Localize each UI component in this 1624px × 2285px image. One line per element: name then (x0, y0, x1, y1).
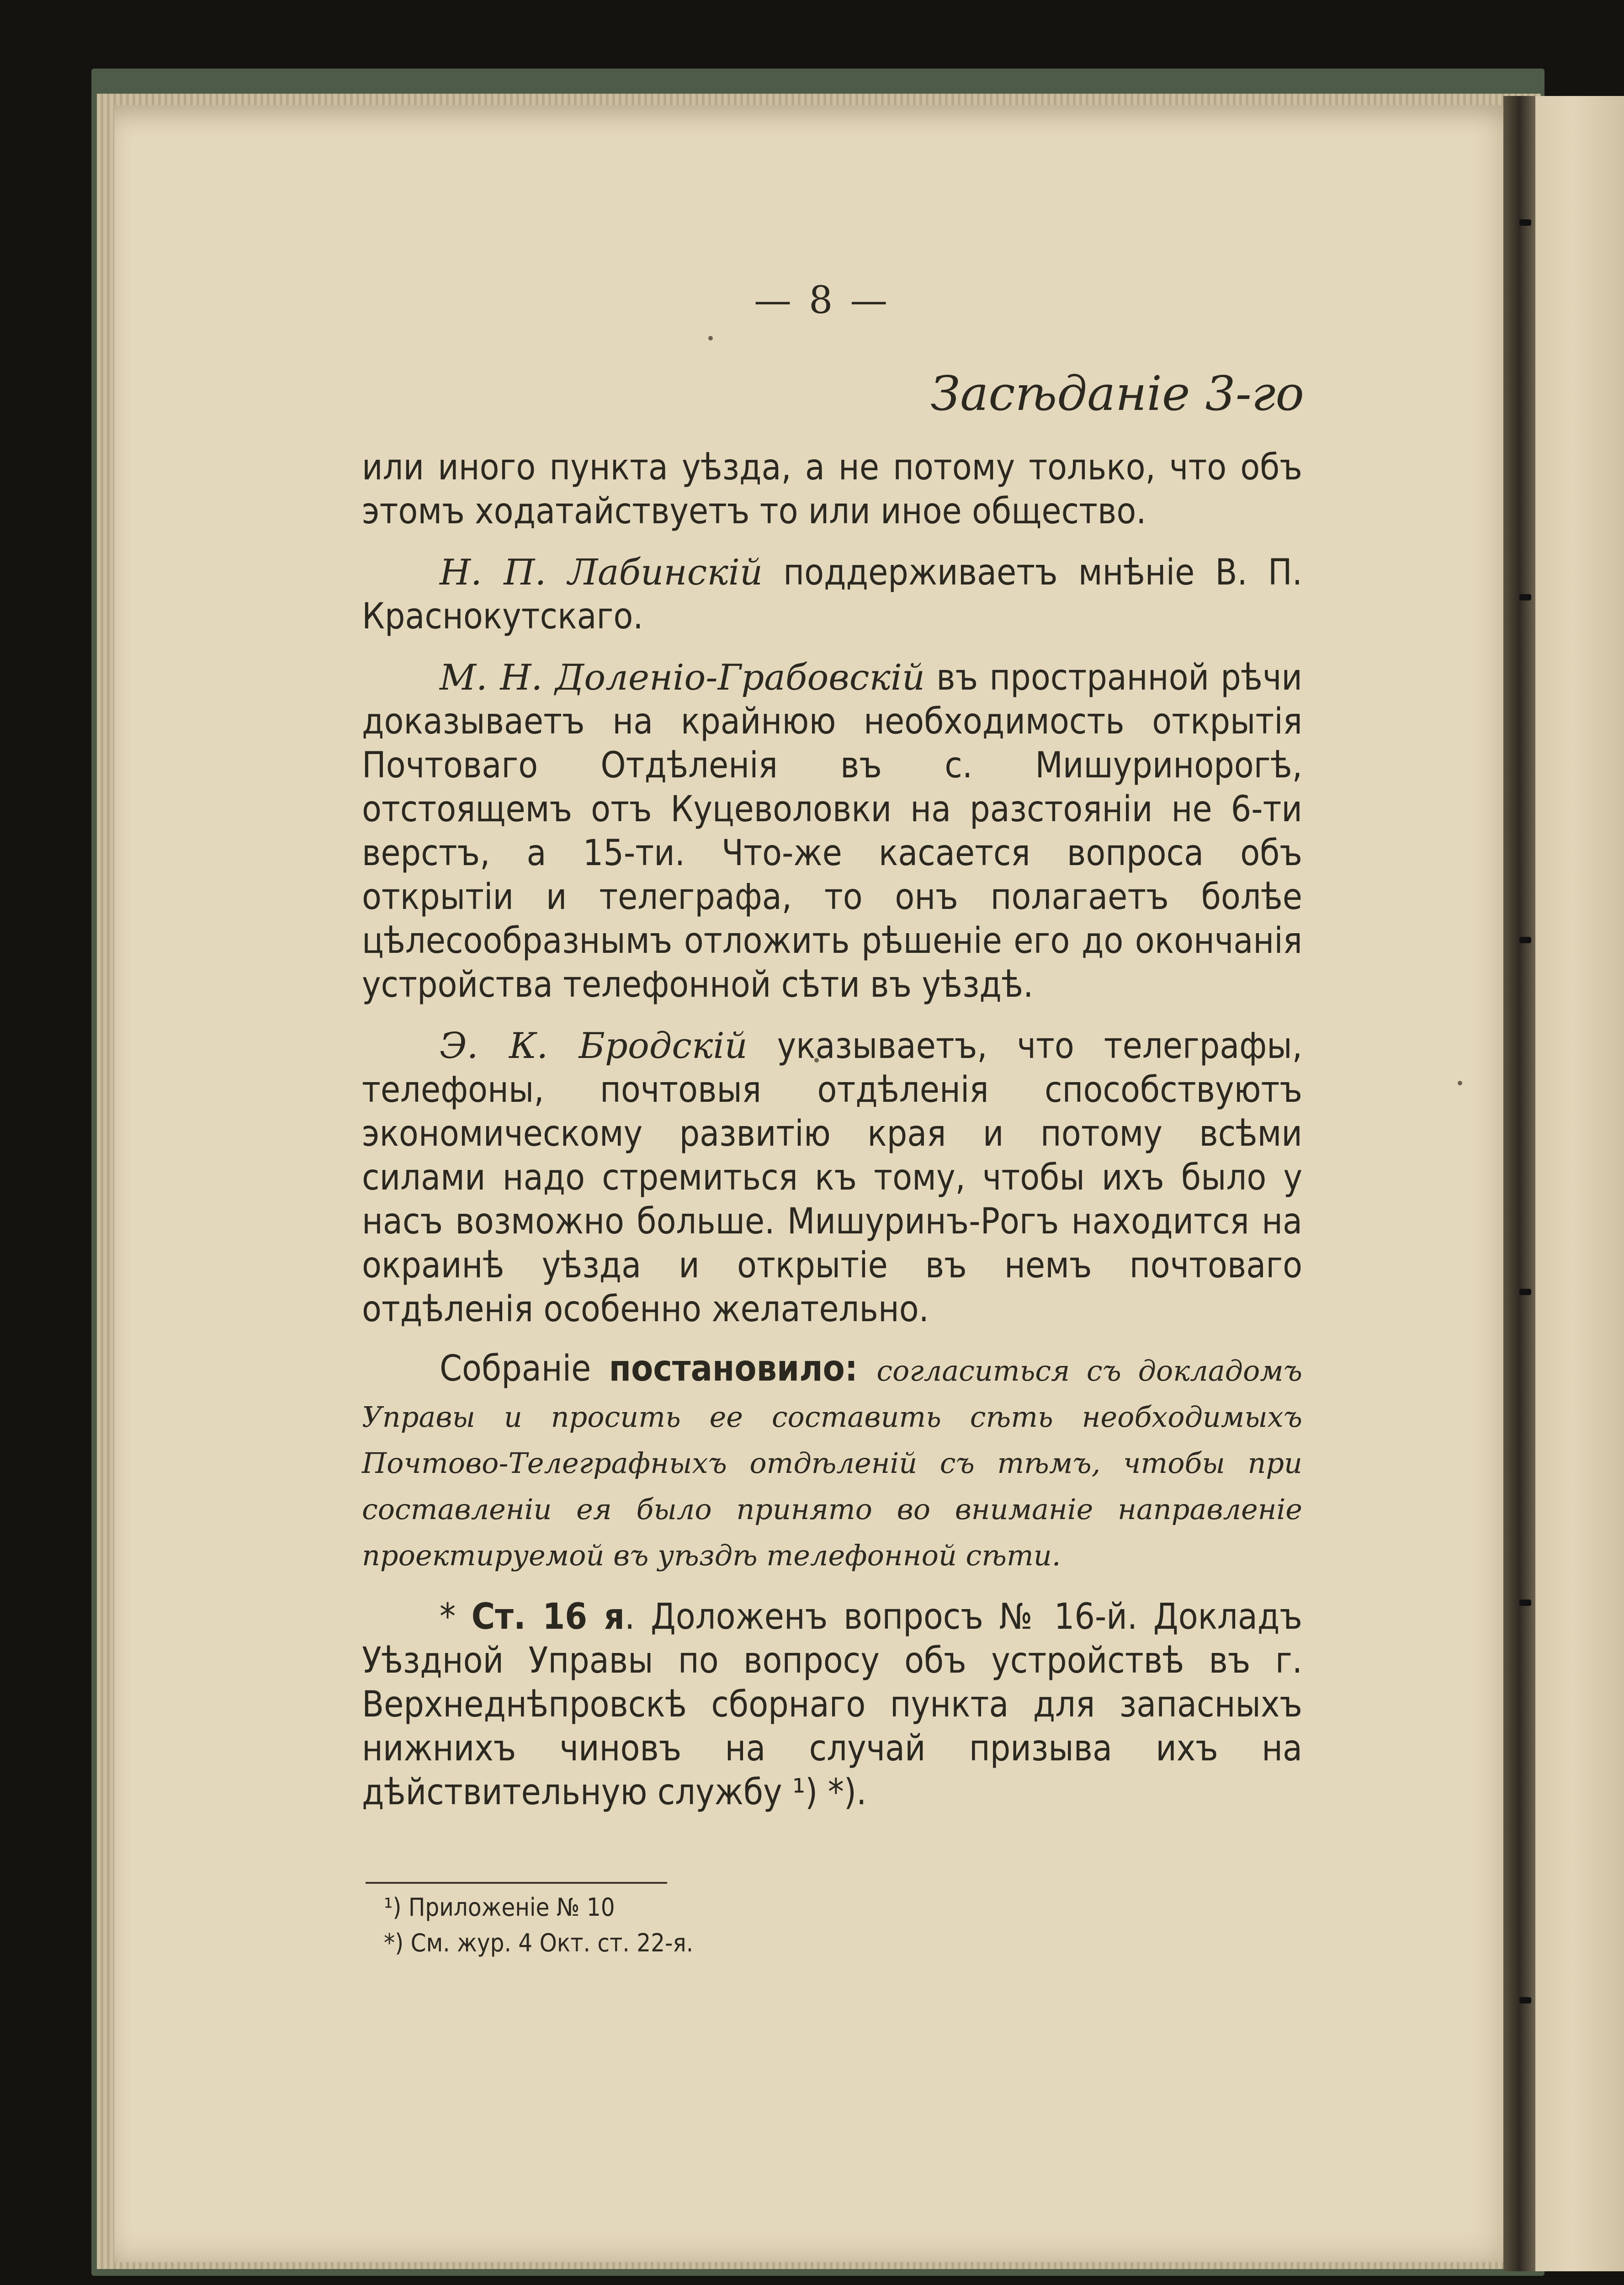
resolution-keyword: постановило (609, 1348, 845, 1389)
binding-stitch (1519, 1289, 1531, 1295)
speaker-name: Н. П. Лабинскій (440, 552, 763, 593)
paragraph-text: указываетъ, что телеграфы, телефоны, почтовыя отдѣленія способствуютъ экономическому развитію края и потому всѣми силами надо стремиться къ тому, чтобы ихъ было у насъ возможно больше. Мишуринъ-Рогъ находится на окраинѣ уѣзда и открытіе въ немъ почтоваго отдѣленія особенно желательно. (362, 1026, 1302, 1330)
binding-stitch (1519, 1600, 1531, 1606)
speaker-name: М. Н. Доленіо-Грабовскій (440, 657, 925, 698)
binding-stitch (1519, 219, 1531, 226)
print-speck (708, 336, 713, 340)
page-body (362, 446, 1302, 1814)
paragraph-text: . Доложенъ вопросъ № 16-й. Докладъ Уѣздной Управы по вопросу объ устройствѣ въ г. Верхнеднѣпровскѣ сборнаго пункта для запасныхъ нижнихъ чиновъ на случай призыва ихъ на дѣйствительную службу ¹) *). (362, 1596, 1302, 1813)
paragraph-labinsky (362, 551, 1302, 638)
resolution-text: согласиться съ докладомъ Управы и просить ее составить сѣть необходимыхъ Почтово-Телеграфныхъ отдѣленій съ тѣмъ, чтобы при составленіи ея было принято во вниманіе направленіе проектируемой въ уѣздѣ телефонной сѣти. (362, 1354, 1303, 1572)
article-number: Ст. 16 я (471, 1596, 625, 1637)
book-binding (1503, 96, 1535, 2271)
footnote: ¹) Приложеніе № 10 (384, 1893, 615, 1922)
paragraph-text: поддерживаетъ мнѣніе В. П. Краснокутскаго. (362, 552, 1302, 637)
page-number: — 8 — (754, 279, 891, 322)
paragraph-continuation: или иного пункта уѣзда, а не потому только, что объ этомъ ходатайствуетъ то или иное общество. (362, 447, 1302, 532)
paragraph-dolenio-grabovsky (362, 656, 1302, 1007)
speaker-name: Э. К. Бродскій (440, 1026, 748, 1067)
running-head: Засѣданіе 3-го (930, 366, 1304, 421)
print-speck (1458, 1081, 1462, 1085)
resolution-paragraph (362, 1347, 1302, 1578)
paragraph-text: въ пространной рѣчи доказываетъ на крайнюю необходимость открытія Почтоваго Отдѣленія въ с. Мишуринорогѣ, отстоящемъ отъ Куцеволовки на разстояніи не 6-ти верстъ, а 15-ти. Что-же касается вопроса объ открытіи и телеграфа, то онъ полагаетъ болѣе цѣлесообразнымъ отложить рѣшеніе его до окончанія устройства телефонной сѣти въ уѣздѣ. (362, 657, 1303, 1005)
article-mark: * (440, 1596, 472, 1637)
resolution-colon: : (844, 1348, 877, 1389)
paragraph-article-16 (362, 1595, 1302, 1814)
binding-stitch (1519, 937, 1531, 943)
paragraph-brodsky (362, 1024, 1302, 1331)
footnote-divider (366, 1882, 667, 1884)
resolution-lead: Собраніе (440, 1348, 609, 1389)
binding-stitch (1519, 1997, 1531, 2003)
footnotes (384, 1890, 693, 1961)
footnote: *) См. жур. 4 Окт. ст. 22-я. (384, 1929, 694, 1957)
binding-stitch (1519, 594, 1531, 600)
